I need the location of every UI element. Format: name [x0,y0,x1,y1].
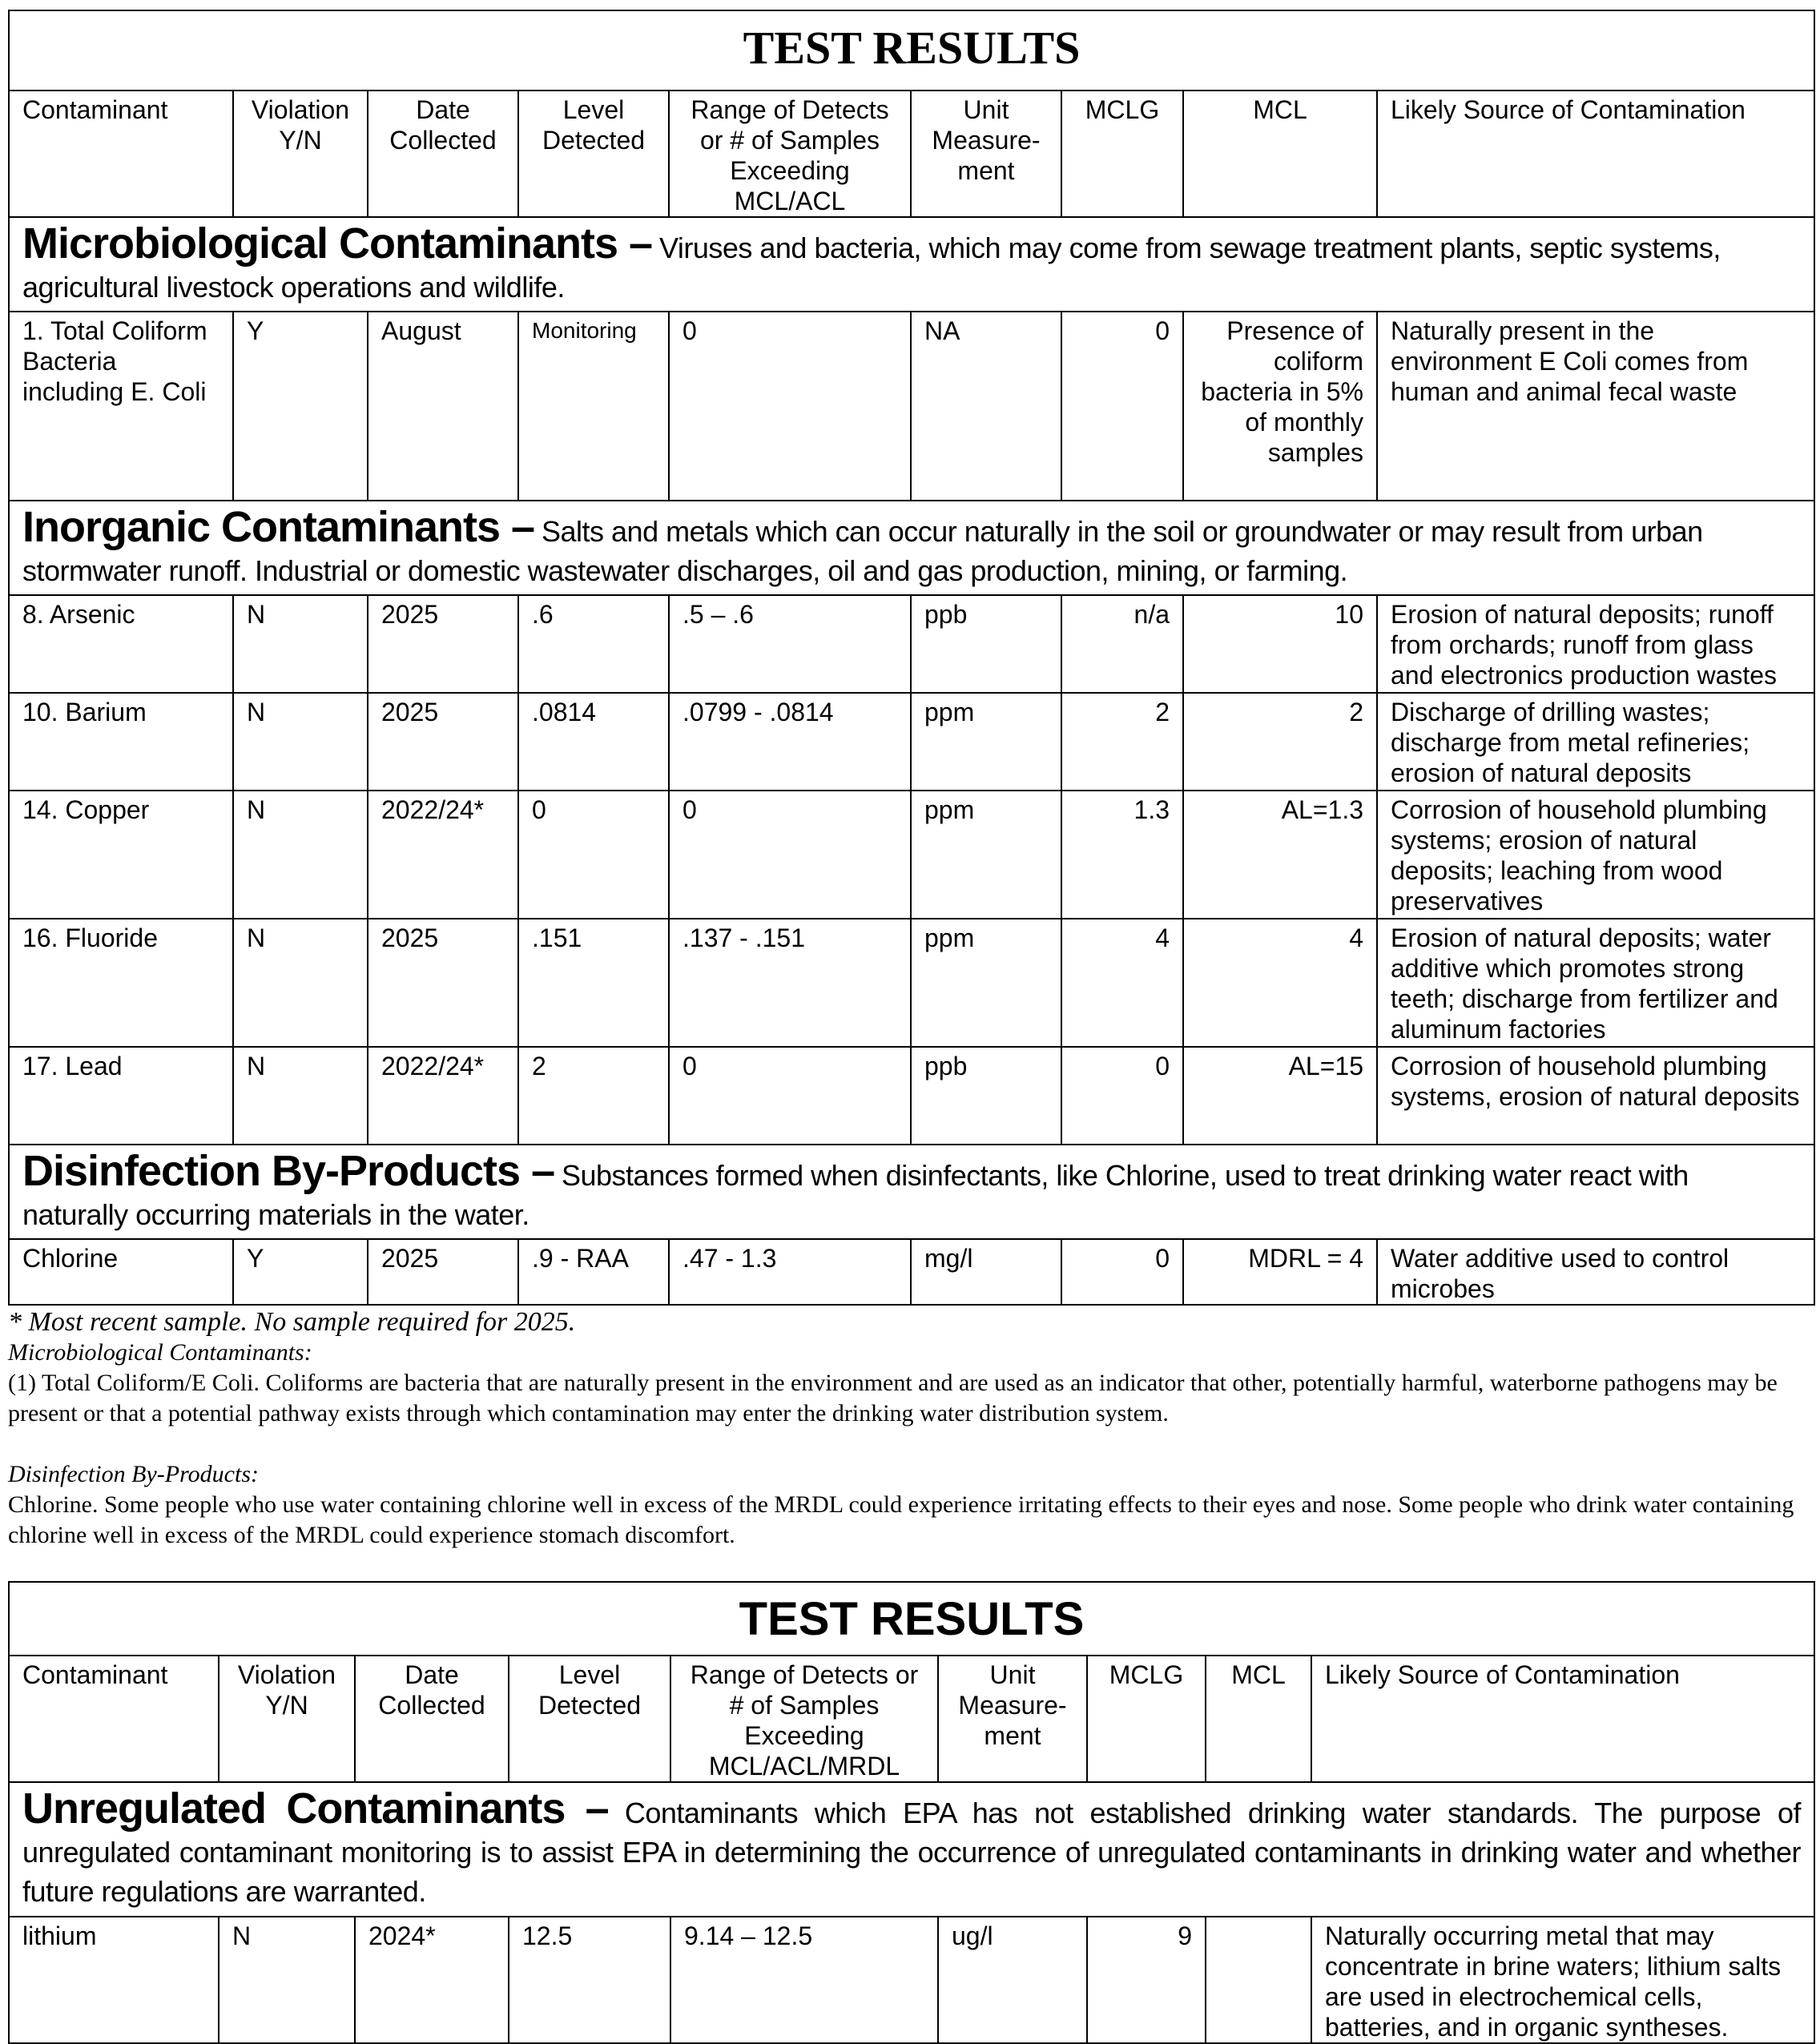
note-heading-disinfection: Disinfection By-Products: [8,1461,259,1487]
header-contaminant: Contaminant [9,1656,219,1782]
cell-violation: N [233,693,368,791]
section-name: Inorganic Contaminants – [22,503,535,551]
header-range-of-detects: Range of Detects or # of Samples Exceeding MCL/ACL [669,91,911,217]
cell-unit: ppm [911,919,1061,1047]
section-microbiological [9,217,1814,312]
cell-range: .47 - 1.3 [669,1239,911,1305]
cell-mclg: 1.3 [1061,791,1183,919]
header-row [9,91,1814,217]
header-mclg: MCLG [1087,1656,1206,1782]
cell-mcl: MDRL = 4 [1183,1239,1377,1305]
cell-date-collected: 2025 [368,595,518,693]
header-contaminant: Contaminant [9,91,233,217]
header-unit-measurement: Unit Measure-ment [938,1656,1087,1782]
table-row [9,1917,1814,2043]
cell-date-collected: August [368,312,518,501]
cell-violation: Y [233,312,368,501]
cell-likely-source: Naturally present in the environment E Coli comes from human and animal fecal waste [1377,312,1814,501]
cell-contaminant: 10. Barium [9,693,233,791]
cell-range: .0799 - .0814 [669,693,911,791]
cell-mcl: AL=1.3 [1183,791,1377,919]
cell-violation: Y [233,1239,368,1305]
note-spacer [8,1429,1812,1459]
cell-range: 0 [669,791,911,919]
test-results-table-2 [8,1581,1815,2044]
cell-date-collected: 2024* [355,1917,509,2043]
cell-mclg: 9 [1087,1917,1206,2043]
cell-date-collected: 2025 [368,919,518,1047]
section-inorganic [9,501,1814,595]
cell-contaminant: 16. Fluoride [9,919,233,1047]
cell-mcl: 2 [1183,693,1377,791]
cell-violation: N [233,1047,368,1145]
cell-mcl: AL=15 [1183,1047,1377,1145]
section-name: Disinfection By-Products – [22,1147,555,1195]
table-row [9,595,1814,693]
cell-unit: NA [911,312,1061,501]
cell-range: .5 – .6 [669,595,911,693]
section-disinfection-by-products [9,1145,1814,1239]
section-description: Contaminants which EPA has not established drinking water standards. The purpose of unregulated contaminant monitoring is to assist EPA in determining the occurrence of unregulated contaminants in drinking water and whether future regulations are warranted. [22,1797,1802,1908]
cell-level-detected: 12.5 [509,1917,670,2043]
cell-date-collected: 2025 [368,693,518,791]
cell-unit: ppm [911,693,1061,791]
cell-range: .137 - .151 [669,919,911,1047]
cell-mcl: Presence of coliform bacteria in 5% of monthly samples [1183,312,1377,501]
cell-mcl: 10 [1183,595,1377,693]
cell-level-detected: .0814 [518,693,669,791]
cell-violation: N [233,919,368,1047]
cell-violation: N [233,791,368,919]
cell-unit: ug/l [938,1917,1087,2043]
cell-contaminant: 1. Total Coliform Bacteria including E. Coli [9,312,233,501]
header-date-collected: Date Collected [355,1656,509,1782]
table-row [9,1047,1814,1145]
cell-date-collected: 2025 [368,1239,518,1305]
cell-mclg: 0 [1061,1239,1183,1305]
cell-mclg: 4 [1061,919,1183,1047]
cell-level-detected: 0 [518,791,669,919]
section-name: Microbiological Contaminants – [22,219,653,268]
table-title: TEST RESULTS [9,10,1814,91]
table-row [9,1239,1814,1305]
cell-likely-source: Erosion of natural deposits; water additive which promotes strong teeth; discharge from fertilizer and aluminum factories [1377,919,1814,1047]
test-results-table-1 [8,10,1815,1306]
table-row [9,791,1814,919]
cell-likely-source: Corrosion of household plumbing systems, erosion of natural deposits [1377,1047,1814,1145]
cell-violation: N [233,595,368,693]
cell-likely-source: Naturally occurring metal that may concentrate in brine waters; lithium salts are used in electrochemical cells, batteries, and in organic syntheses. [1311,1917,1814,2043]
cell-unit: ppb [911,595,1061,693]
header-date-collected: Date Collected [368,91,518,217]
header-mcl: MCL [1206,1656,1311,1782]
header-violation: Violation Y/N [233,91,368,217]
cell-likely-source: Discharge of drilling wastes; discharge from metal refineries; erosion of natural deposits [1377,693,1814,791]
cell-unit: mg/l [911,1239,1061,1305]
section-unregulated [9,1782,1814,1917]
cell-level-detected: 2 [518,1047,669,1145]
header-level-detected: Level Detected [518,91,669,217]
cell-mclg: 2 [1061,693,1183,791]
cell-date-collected: 2022/24* [368,791,518,919]
cell-mclg: 0 [1061,1047,1183,1145]
cell-likely-source: Corrosion of household plumbing systems; erosion of natural deposits; leaching from wood preservatives [1377,791,1814,919]
header-unit-measurement: Unit Measure-ment [911,91,1061,217]
header-violation: Violation Y/N [219,1656,355,1782]
table-row [9,312,1814,501]
note-heading-microbiological: Microbiological Contaminants: [8,1339,312,1366]
cell-range: 0 [669,312,911,501]
cell-range: 0 [669,1047,911,1145]
note-disinfection: Chlorine. Some people who use water containing chlorine well in excess of the MRDL could experience irritating effects to their eyes and nose. Some people who drink water containing chlorine well in excess of the MRDL could experience stomach discomfort. [8,1491,1794,1548]
cell-mclg: 0 [1061,312,1183,501]
cell-likely-source: Erosion of natural deposits; runoff from orchards; runoff from glass and electronics production wastes [1377,595,1814,693]
cell-level-detected: Monitoring [518,312,669,501]
section-description: Viruses and bacteria, which may come from sewage treatment plants, septic systems, agricultural livestock operations and wildlife. [22,231,1721,304]
cell-level-detected: .151 [518,919,669,1047]
table-row [9,693,1814,791]
cell-mclg: n/a [1061,595,1183,693]
cell-level-detected: .6 [518,595,669,693]
table-title: TEST RESULTS [9,1582,1814,1656]
header-mclg: MCLG [1061,91,1183,217]
table-row [9,919,1814,1047]
cell-likely-source: Water additive used to control microbes [1377,1239,1814,1305]
cell-contaminant: 8. Arsenic [9,595,233,693]
cell-contaminant: lithium [9,1917,219,2043]
cell-mcl: 4 [1183,919,1377,1047]
footnote-recent-sample: * Most recent sample. No sample required for 2025. [8,1307,576,1337]
cell-contaminant: 17. Lead [9,1047,233,1145]
header-level-detected: Level Detected [509,1656,670,1782]
header-range-of-detects: Range of Detects or # of Samples Exceeding MCL/ACL/MRDL [670,1656,938,1782]
cell-date-collected: 2022/24* [368,1047,518,1145]
cell-unit: ppb [911,1047,1061,1145]
cell-violation: N [219,1917,355,2043]
section-description: Substances formed when disinfectants, like Chlorine, used to treat drinking water react with naturally occurring materials in the water. [22,1159,1689,1231]
cell-unit: ppm [911,791,1061,919]
header-likely-source: Likely Source of Contamination [1377,91,1814,217]
cell-contaminant: Chlorine [9,1239,233,1305]
section-name: Unregulated Contaminants – [22,1784,609,1833]
cell-range: 9.14 – 12.5 [670,1917,938,2043]
cell-contaminant: 14. Copper [9,791,233,919]
cell-level-detected: .9 - RAA [518,1239,669,1305]
header-mcl: MCL [1183,91,1377,217]
note-microbiological: (1) Total Coliform/E Coli. Coliforms are bacteria that are naturally present in the environment and are used as an indicator that other, potentially harmful, waterborne pathogens may be present or that a potential pathway exists through which contamination may enter the drinking water distribution system. [8,1370,1778,1426]
cell-mcl [1206,1917,1311,2043]
header-likely-source: Likely Source of Contamination [1311,1656,1814,1782]
section-description: Salts and metals which can occur naturally in the soil or groundwater or may result from urban stormwater runoff. Industrial or domestic wastewater discharges, oil and gas production, mining, or farming. [22,515,1703,587]
header-row [9,1656,1814,1782]
footnotes [8,1307,1812,1551]
